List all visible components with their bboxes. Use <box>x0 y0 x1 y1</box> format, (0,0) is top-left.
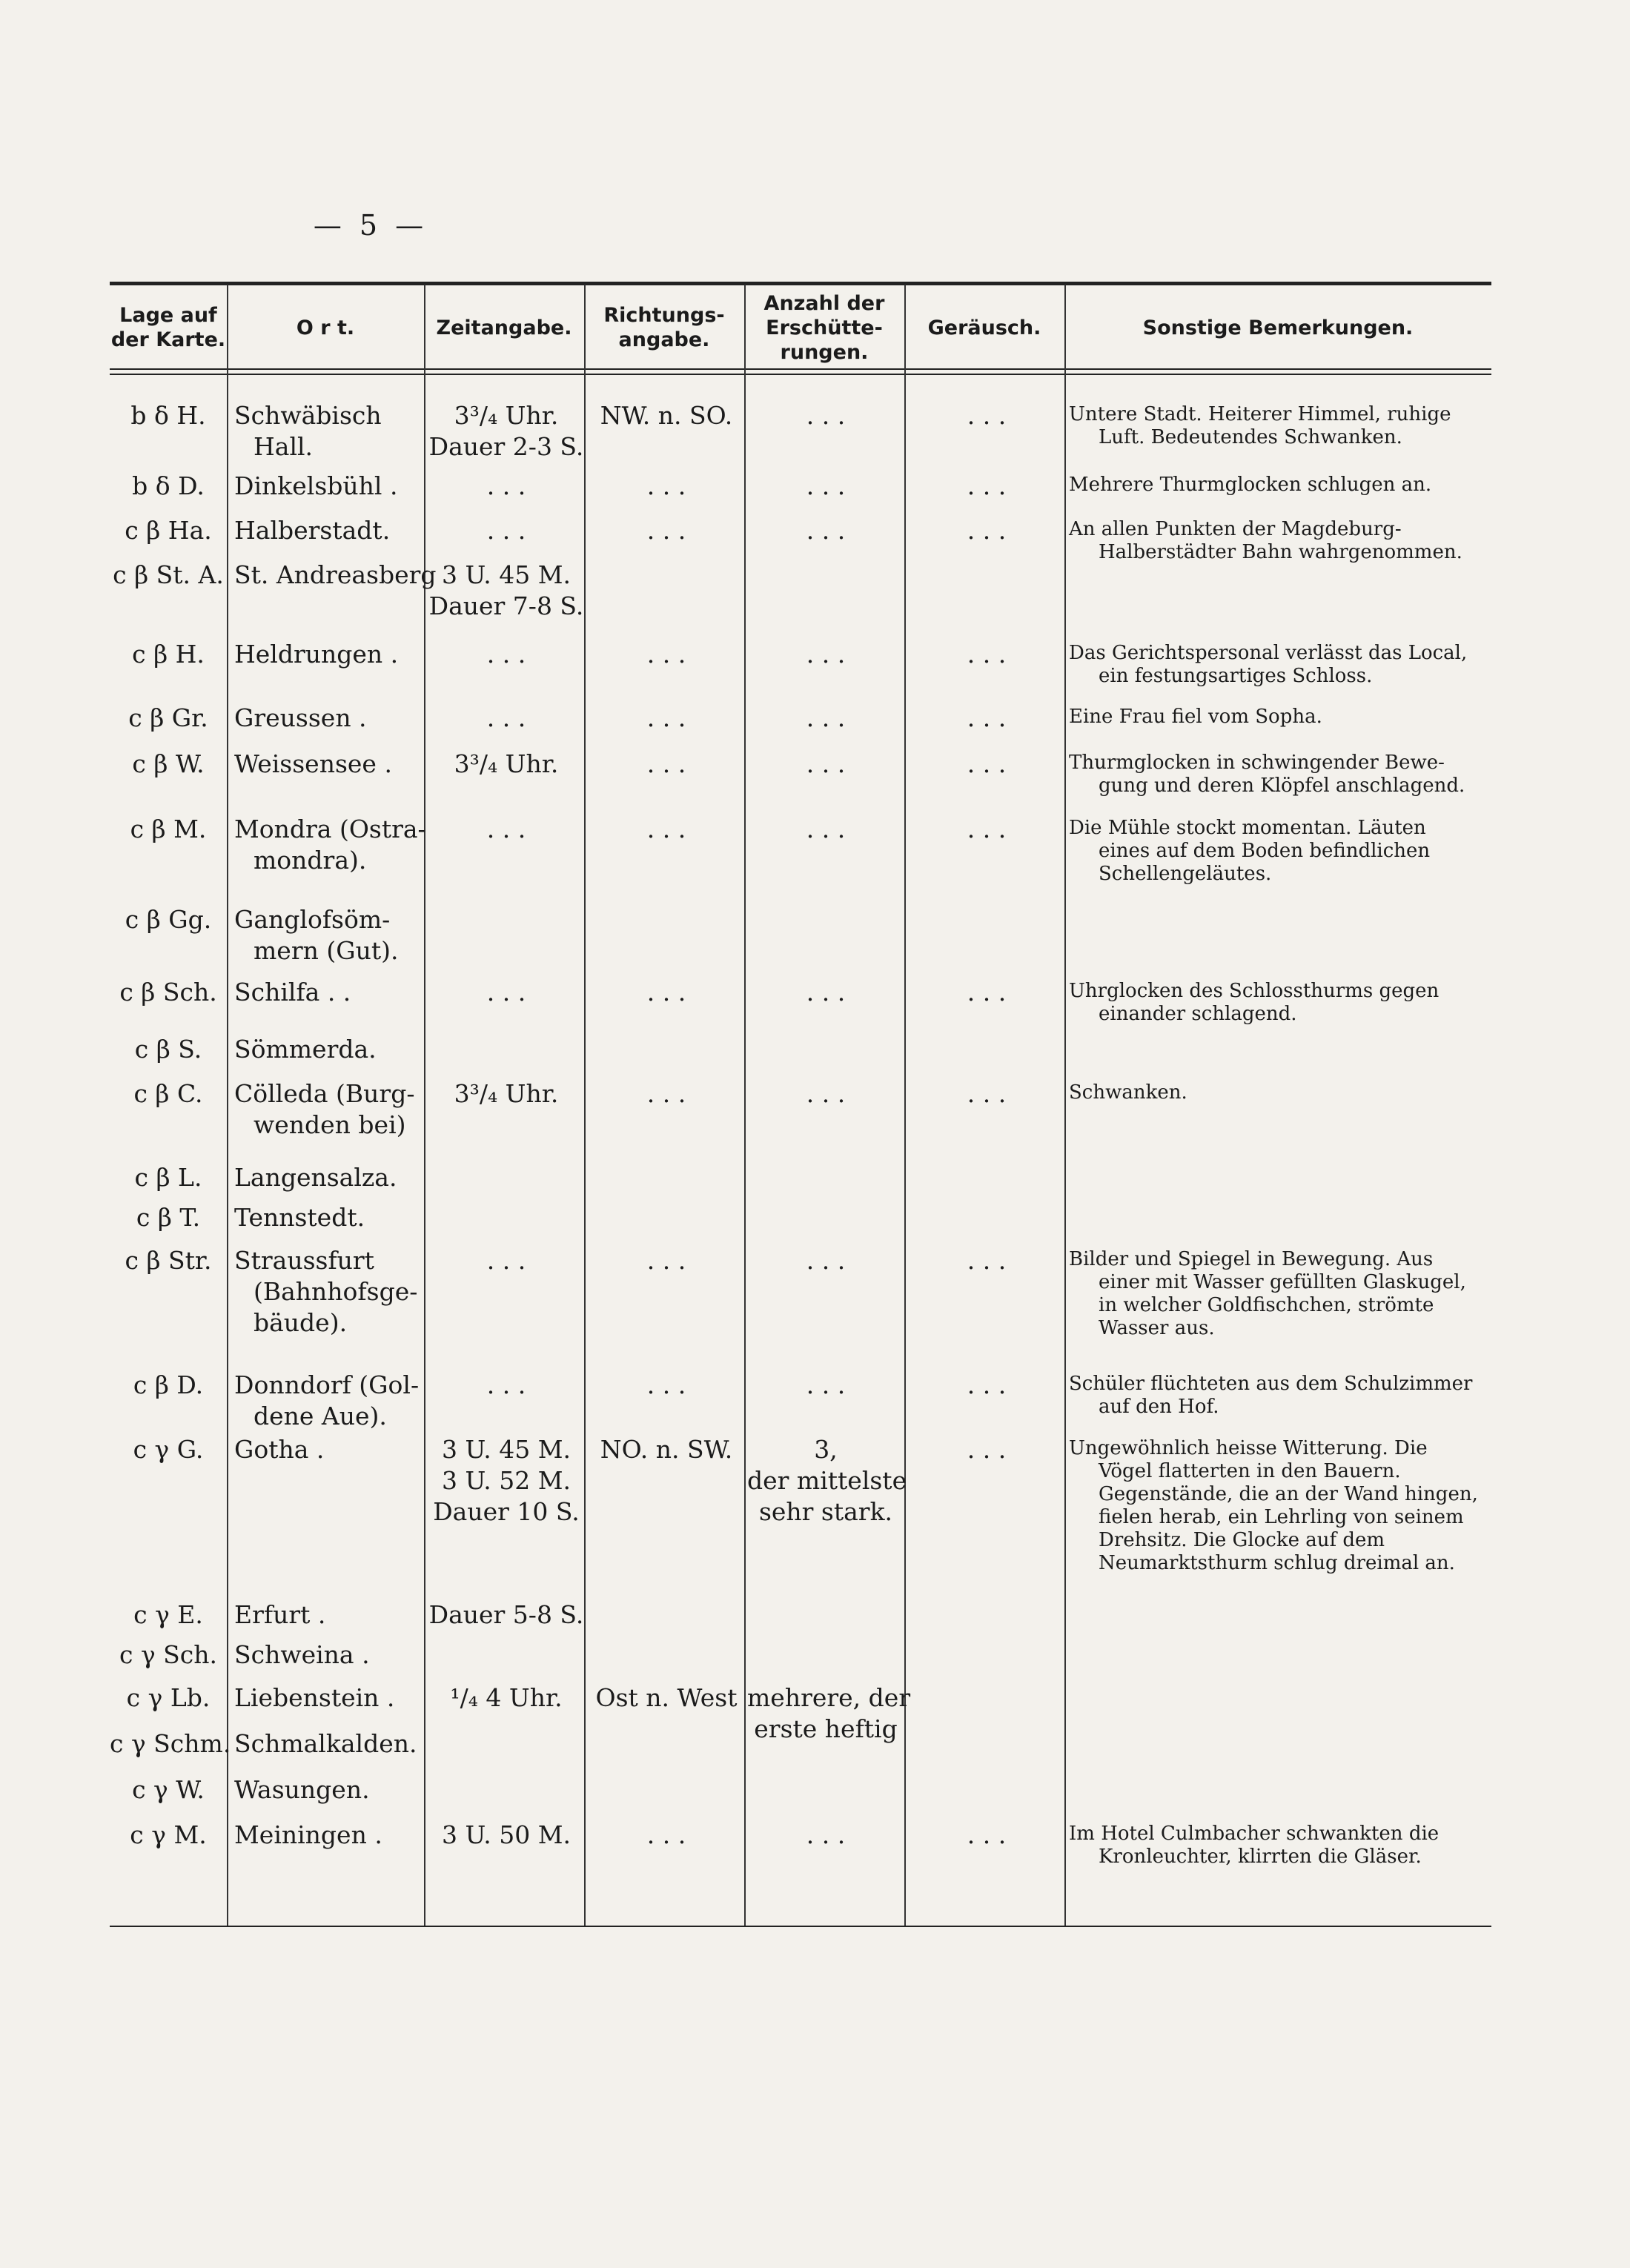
cell-ort <box>234 749 424 780</box>
cell-line: fielen herab, ein Lehrling von seinem <box>1099 1506 1464 1528</box>
cell-bemerkung <box>1069 403 1490 449</box>
cell-zeit <box>428 560 584 622</box>
cell-line: sehr stark. <box>758 1497 893 1526</box>
cell-line: Vögel flatterten in den Bauern. <box>1099 1460 1401 1482</box>
cell-ort <box>234 515 424 546</box>
cell-geraeusch: . . . <box>967 978 1007 1007</box>
cell-geraeusch: . . . <box>967 471 1007 500</box>
cell-line: Donndorf (Gol- <box>234 1370 420 1399</box>
header-richtung: Richtungs- angabe. <box>603 304 725 351</box>
cell-richtung: Ost n. West <box>595 1683 738 1712</box>
cell-richtung: . . . <box>646 978 686 1007</box>
cell-anzahl: . . . <box>806 815 846 843</box>
cell-line: Cölleda (Burg- <box>234 1079 415 1108</box>
cell-line: Wasser aus. <box>1099 1317 1215 1339</box>
cell-line: Kronleuchter, klirrten die Gläser. <box>1099 1846 1422 1868</box>
column-divider <box>584 285 586 1926</box>
cell-ort <box>234 1639 424 1671</box>
cell-bemerkung <box>1069 980 1490 1026</box>
cell-line: Im Hotel Culmbacher schwankten die <box>1069 1823 1439 1845</box>
cell-line: ein festungsartiges Schloss. <box>1099 665 1373 687</box>
cell-zeit <box>428 1078 584 1110</box>
cell-zeit <box>428 703 584 734</box>
cell-richtung: . . . <box>646 815 686 843</box>
cell-anzahl: . . . <box>806 1370 846 1399</box>
cell-richtung: NO. n. SW. <box>600 1435 733 1464</box>
cell-line: Heldrungen . <box>234 640 399 669</box>
cell-line: Dinkelsbühl . <box>234 471 398 500</box>
cell-ort <box>234 814 424 876</box>
cell-geraeusch: . . . <box>967 749 1007 778</box>
cell-line: Schüler flüchteten aus dem Schulzimmer <box>1069 1373 1473 1395</box>
cell-lage: c β H. <box>132 640 205 669</box>
cell-line: 3³/₄ Uhr. <box>454 749 559 778</box>
cell-lage: c β Gr. <box>128 703 208 732</box>
cell-line: ¹/₄ 4 Uhr. <box>450 1683 563 1712</box>
cell-line: 3, <box>814 1435 838 1464</box>
cell-line: wenden bei) <box>254 1110 406 1139</box>
cell-anzahl: . . . <box>806 516 846 545</box>
cell-line: . . . <box>486 471 526 500</box>
cell-line: Wasungen. <box>234 1775 370 1804</box>
cell-lage: c β L. <box>134 1163 202 1192</box>
cell-line: St. Andreasberg <box>234 560 437 589</box>
cell-geraeusch: . . . <box>967 1079 1007 1108</box>
cell-ort <box>234 1370 424 1432</box>
cell-line: Greussen . <box>234 703 367 732</box>
cell-lage: c β Gg. <box>125 905 212 934</box>
cell-ort <box>234 1682 424 1714</box>
cell-richtung: . . . <box>646 749 686 778</box>
cell-lage: c β Str. <box>125 1246 212 1275</box>
cell-bemerkung <box>1069 1248 1490 1340</box>
cell-line: einer mit Wasser gefüllten Glaskugel, <box>1099 1271 1466 1293</box>
cell-zeit <box>428 749 584 780</box>
cell-line: Dauer 2-3 S. <box>428 432 584 461</box>
cell-richtung: . . . <box>646 516 686 545</box>
cell-line: Mondra (Ostra- <box>234 815 426 843</box>
cell-ort <box>234 639 424 670</box>
cell-ort <box>234 703 424 734</box>
cell-line: bäude). <box>254 1308 348 1337</box>
cell-lage: c β M. <box>130 815 207 843</box>
cell-geraeusch: . . . <box>967 1435 1007 1464</box>
cell-line: mondra). <box>254 846 367 875</box>
header-zeit: Zeitangabe. <box>436 316 572 339</box>
cell-richtung: NW. n. SO. <box>600 401 733 430</box>
cell-line: Eine Frau fiel vom Sopha. <box>1069 706 1322 728</box>
cell-line: 3³/₄ Uhr. <box>454 401 559 430</box>
cell-zeit <box>428 1820 584 1851</box>
cell-line: An allen Punkten der Magdeburg- <box>1069 518 1402 540</box>
page-number: — 5 — <box>313 209 428 242</box>
cell-line: Neumarktsthurm schlug dreimal an. <box>1099 1552 1455 1574</box>
cell-bemerkung <box>1069 474 1490 497</box>
cell-line: 3 U. 45 M. <box>441 1435 571 1464</box>
cell-line: Halberstädter Bahn wahrgenommen. <box>1099 541 1462 563</box>
cell-ort <box>234 1245 424 1339</box>
cell-lage: c β Sch. <box>119 978 217 1007</box>
cell-line: Dauer 10 S. <box>433 1497 580 1526</box>
cell-line: Schweina . <box>234 1640 370 1669</box>
cell-line: . . . <box>486 640 526 669</box>
cell-lage: c β St. A. <box>113 560 224 589</box>
cell-anzahl: . . . <box>806 471 846 500</box>
cell-line: Meiningen . <box>234 1820 382 1849</box>
cell-line: 3 U. 45 M. <box>441 560 571 589</box>
cell-line: Hall. <box>254 432 314 461</box>
cell-anzahl: . . . <box>806 703 846 732</box>
cell-line: Drehsitz. Die Glocke auf dem <box>1099 1529 1385 1551</box>
header-lage: Lage auf der Karte. <box>110 304 226 351</box>
cell-line: Erfurt . <box>234 1600 326 1629</box>
cell-zeit <box>428 1682 584 1714</box>
cell-zeit <box>428 471 584 502</box>
cell-anzahl: . . . <box>806 1079 846 1108</box>
cell-line: Schellengeläutes. <box>1099 863 1272 885</box>
cell-ort <box>234 904 424 966</box>
cell-line: Das Gerichtspersonal verlässt das Local, <box>1069 642 1468 664</box>
cell-richtung: . . . <box>646 471 686 500</box>
cell-lage: c γ Lb. <box>126 1683 211 1712</box>
cell-geraeusch: . . . <box>967 1246 1007 1275</box>
cell-bemerkung <box>1069 1081 1490 1104</box>
cell-bemerkung <box>1069 752 1490 798</box>
cell-line: Untere Stadt. Heiterer Himmel, ruhige <box>1069 403 1451 425</box>
cell-zeit <box>428 814 584 845</box>
cell-ort <box>234 1774 424 1806</box>
cell-lage: b δ H. <box>130 401 206 430</box>
cell-richtung: . . . <box>646 1370 686 1399</box>
cell-line: einander schlagend. <box>1099 1003 1297 1025</box>
cell-bemerkung <box>1069 1823 1490 1869</box>
cell-ort <box>234 471 424 502</box>
cell-line: 3 U. 50 M. <box>441 1820 571 1849</box>
cell-bemerkung <box>1069 1373 1490 1419</box>
cell-ort <box>234 400 424 462</box>
cell-ort <box>234 1434 424 1465</box>
cell-geraeusch: . . . <box>967 516 1007 545</box>
cell-richtung: . . . <box>646 640 686 669</box>
cell-line: Thurmglocken in schwingender Bewe- <box>1069 752 1445 774</box>
cell-bemerkung <box>1069 518 1490 564</box>
cell-richtung: . . . <box>646 1246 686 1275</box>
cell-line: mehrere, der <box>747 1683 911 1712</box>
cell-line: Schilfa . . <box>234 978 351 1007</box>
cell-ort <box>234 1078 424 1141</box>
cell-line: Schwanken. <box>1069 1081 1187 1104</box>
header-geraeusch: Geräusch. <box>927 316 1041 339</box>
cell-line: eines auf dem Boden befindlichen <box>1099 840 1431 862</box>
cell-zeit <box>428 977 584 1008</box>
cell-line: mern (Gut). <box>254 936 399 965</box>
cell-line: auf den Hof. <box>1099 1396 1219 1418</box>
cell-anzahl <box>747 1682 911 1745</box>
cell-line: Ungewöhnlich heisse Witterung. Die <box>1069 1437 1428 1459</box>
cell-ort <box>234 1162 424 1193</box>
cell-ort <box>234 1202 424 1233</box>
header-ort: O r t. <box>296 316 355 339</box>
cell-geraeusch: . . . <box>967 815 1007 843</box>
cell-anzahl: . . . <box>806 1246 846 1275</box>
cell-geraeusch: . . . <box>967 640 1007 669</box>
cell-line: . . . <box>486 1370 526 1399</box>
cell-line: dene Aue). <box>254 1402 387 1430</box>
cell-anzahl: . . . <box>806 401 846 430</box>
cell-line: Straussfurt <box>234 1246 374 1275</box>
cell-zeit <box>428 1434 584 1528</box>
cell-line: . . . <box>486 978 526 1007</box>
header-rule-double <box>110 374 1491 375</box>
cell-lage: c β W. <box>132 749 205 778</box>
cell-zeit <box>428 1599 584 1631</box>
cell-lage: c γ M. <box>130 1820 207 1849</box>
cell-line: Gotha . <box>234 1435 325 1464</box>
cell-geraeusch: . . . <box>967 703 1007 732</box>
cell-anzahl: . . . <box>806 749 846 778</box>
cell-lage: c β S. <box>134 1035 202 1064</box>
cell-anzahl <box>747 1434 907 1528</box>
cell-anzahl: . . . <box>806 1820 846 1849</box>
cell-bemerkung <box>1069 1437 1490 1575</box>
cell-ort <box>234 1034 424 1065</box>
cell-line: Liebenstein . <box>234 1683 395 1712</box>
cell-anzahl: . . . <box>806 640 846 669</box>
cell-line: Die Mühle stockt momentan. Läuten <box>1069 817 1426 839</box>
cell-line: erste heftig <box>754 1714 898 1743</box>
cell-line: Langensalza. <box>234 1163 397 1192</box>
cell-line: . . . <box>486 1246 526 1275</box>
cell-geraeusch: . . . <box>967 1370 1007 1399</box>
cell-richtung: . . . <box>646 703 686 732</box>
cell-lage: c γ E. <box>133 1600 203 1629</box>
cell-line: Sömmerda. <box>234 1035 377 1064</box>
cell-line: Ganglofsöm- <box>234 905 391 934</box>
cell-lage: b δ D. <box>132 471 205 500</box>
cell-ort <box>234 560 437 591</box>
header-bemerkungen: Sonstige Bemerkungen. <box>1142 316 1414 339</box>
cell-ort <box>234 1728 424 1760</box>
cell-line: Gegenstände, die an der Wand hingen, <box>1099 1483 1478 1505</box>
cell-line: Uhrglocken des Schlossthurms gegen <box>1069 980 1439 1002</box>
cell-ort <box>234 1820 424 1851</box>
table-bottom-rule <box>110 1926 1491 1927</box>
cell-line: Schwäbisch <box>234 401 382 430</box>
cell-zeit <box>428 400 584 462</box>
cell-line: Weissensee . <box>234 749 392 778</box>
cell-line: Dauer 5-8 S. <box>428 1600 584 1629</box>
cell-ort <box>234 977 424 1008</box>
cell-richtung: . . . <box>646 1820 686 1849</box>
cell-ort <box>234 1599 424 1631</box>
cell-line: Mehrere Thurmglocken schlugen an. <box>1069 474 1432 496</box>
table-top-rule <box>110 282 1491 285</box>
cell-bemerkung <box>1069 642 1490 688</box>
cell-lage: c β C. <box>133 1079 203 1108</box>
cell-line: 3 U. 52 M. <box>441 1466 571 1495</box>
cell-line: gung und deren Klöpfel anschlagend. <box>1099 775 1465 797</box>
cell-lage: c β D. <box>133 1370 204 1399</box>
cell-geraeusch: . . . <box>967 1820 1007 1849</box>
cell-line: Bilder und Spiegel in Bewegung. Aus <box>1069 1248 1434 1270</box>
cell-bemerkung <box>1069 706 1490 729</box>
cell-line: . . . <box>486 703 526 732</box>
cell-anzahl: . . . <box>806 978 846 1007</box>
cell-geraeusch: . . . <box>967 401 1007 430</box>
cell-line: in welcher Goldfischchen, strömte <box>1099 1294 1434 1316</box>
cell-lage: c γ W. <box>132 1775 205 1804</box>
cell-line: Tennstedt. <box>234 1203 365 1232</box>
cell-zeit <box>428 515 584 546</box>
cell-zeit <box>428 639 584 670</box>
cell-lage: c γ Schm. <box>110 1729 231 1758</box>
header-rule <box>110 368 1491 370</box>
cell-lage: c β T. <box>136 1203 201 1232</box>
column-divider <box>1064 285 1066 1926</box>
cell-line: Luft. Bedeutendes Schwanken. <box>1099 426 1402 448</box>
cell-line: . . . <box>486 516 526 545</box>
cell-line: (Bahnhofsge- <box>254 1277 418 1306</box>
column-divider <box>424 285 425 1926</box>
cell-bemerkung <box>1069 817 1490 886</box>
cell-zeit <box>428 1245 584 1276</box>
cell-line: . . . <box>486 815 526 843</box>
cell-line: Schmalkalden. <box>234 1729 417 1758</box>
header-anzahl: Anzahl der Erschütte- rungen. <box>763 291 885 364</box>
cell-lage: c γ G. <box>133 1435 204 1464</box>
cell-lage: c γ Sch. <box>119 1640 218 1669</box>
cell-lage: c β Ha. <box>125 516 212 545</box>
column-divider <box>744 285 746 1926</box>
cell-line: Dauer 7-8 S. <box>428 591 584 620</box>
cell-line: 3³/₄ Uhr. <box>454 1079 559 1108</box>
column-divider <box>227 285 228 1926</box>
cell-line: der mittelste <box>747 1466 907 1495</box>
cell-line: Halberstadt. <box>234 516 391 545</box>
cell-zeit <box>428 1370 584 1401</box>
cell-richtung: . . . <box>646 1079 686 1108</box>
column-divider <box>904 285 906 1926</box>
